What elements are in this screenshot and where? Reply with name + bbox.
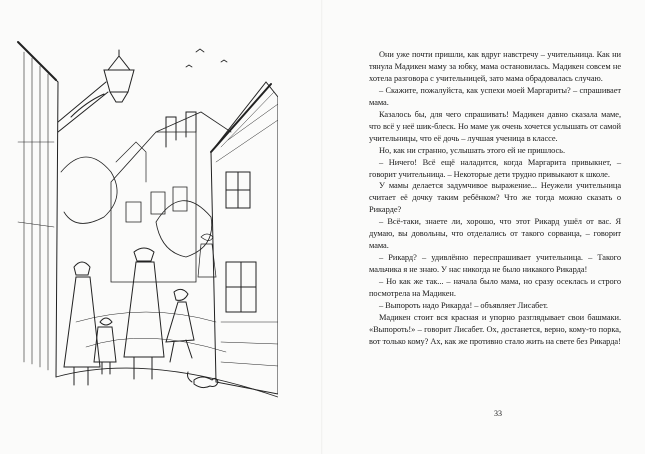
paragraph: Они уже почти пришли, как вдруг навстречу – учительница. Как ни тянула Мадикен маму за юбку, мама остановилась. Мадикен совсем не хотела разговора с учительницей, зато мама обрадовалась случаю. <box>369 50 621 83</box>
right-page <box>322 0 645 454</box>
paragraph: – Но как же так... – начала было мама, но сразу осеклась и строго посмотрела на Мадикен. <box>369 277 621 299</box>
paragraph: – Всё-таки, знаете ли, хорошо, что этот Рикард ушёл от вас. Я думаю, вы довольны, что отделались от такого сорванца, – говорит мама. <box>369 217 621 251</box>
paragraph: – Ничего! Всё ещё наладится, когда Маргарита привыкнет, – говорит учительница. – Некоторые дети трудно привыкают к школе. <box>369 157 621 179</box>
paragraph: Мадикен стоит вся красная и упорно разглядывает свои башмаки. «Выпороть!» – говорит Лисабет. Ох, достанется, верно, кому-то порка, вот только кому? Ах, как же противно стало жить на свете без Рикарда! <box>369 312 621 346</box>
street-scene-illustration <box>16 22 278 414</box>
paragraph: У мамы делается задумчивое выражение... Неужели учительница считает её дочку таким ребёнком? Что же тогда можно сказать о Рикарде? <box>369 181 621 215</box>
left-page <box>0 0 322 454</box>
paragraph: – Скажите, пожалуйста, как успехи моей Маргариты? – спрашивает мама. <box>369 85 621 107</box>
paragraph: Казалось бы, для чего спрашивать! Мадикен давно сказала маме, что всё у неё шик-блеск. Но маме уж очень хочется услышать от самой учительницы, что её дочь – лучшая ученица в классе. <box>369 109 621 143</box>
page-number: 33 <box>494 409 502 418</box>
paragraph: – Рикард? – удивлённо переспрашивает учительница. – Такого мальчика я не знаю. У нас никогда не было никакого Рикарда! <box>369 253 621 275</box>
paragraph: – Выпороть надо Рикарда! – объявляет Лисабет. <box>379 301 548 311</box>
paragraph: Но, как ни странно, услышать этого ей не пришлось. <box>379 145 565 155</box>
body-text <box>369 49 621 348</box>
